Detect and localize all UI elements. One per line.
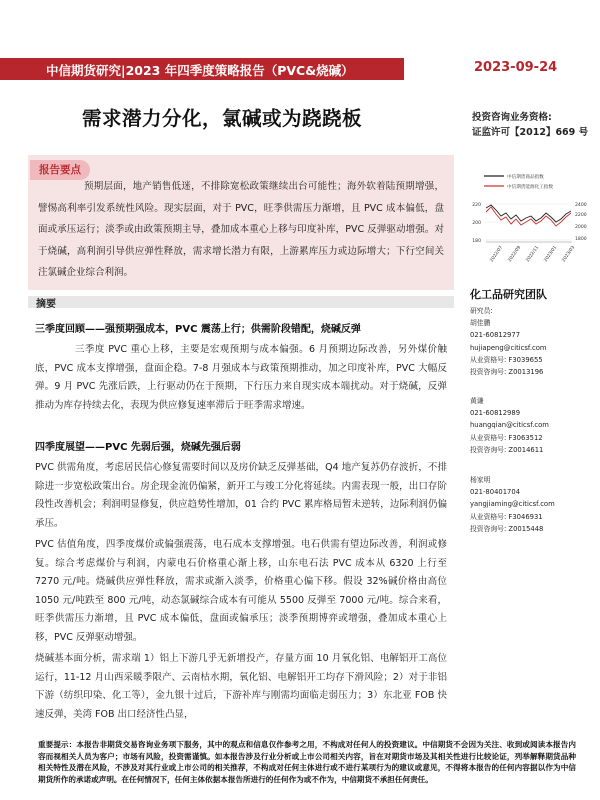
x-tick: 2022/07 [489,245,505,264]
x-tick: 2023/01 [543,245,559,264]
contact-phone: 021-60812977 [470,331,521,340]
team-title: 化工品研究团队 [470,288,547,301]
contact-block-3 [470,474,555,535]
section-2-paragraph-1: PVC 供需角度，考虑居民信心修复需要时间以及房价缺乏反弹基础，Q4 地产复苏仍存波折，不排除进一步宽松政策出台。房企现金流仍偏紧，新开工与竣工分化将延续。内需表现一般，出口存阶段性改善机会；利润明显修复，供应趋势性增加，01 合约 PVC 累库格局暂未逆转，边际利润仍偏承压。 [35,462,447,529]
contact-license: 从业资格号: F3063512 [470,433,543,442]
abstract-bar [28,296,454,308]
y-left-tick: 220 [472,203,481,208]
contact-email: hujiapeng@citicsf.com [470,343,547,352]
index-chart [464,164,590,264]
report-banner [0,58,404,80]
y-right-tick: 2400 [575,203,587,208]
contact-block-2 [470,395,549,456]
y-left-tick: 180 [472,239,481,244]
section-2-paragraph-2: PVC 估值角度，四季度煤价或偏强震荡，电石成本支撑增强。电石供需有望边际改善，利润或修复。综合考虑煤价与利润，内蒙电石价格重心渐上移，山东电石法 PVC 成本从 6320 上行至 7270 元/吨。烧碱供应弹性释放，需求或渐入淡季，价格重心偏下移。假设 32%碱价格由高位 1050 元/吨跌至 800 元/吨，动态氯碱综合成本有可能从 5500 反弹至 7000 元/吨。综合来看，旺季供需压力渐增，且 PVC 成本偏低，盘面或偏承压；淡季预期博弈或增强，叠加成本重心上移，PVC 反弹驱动增强。 [35,539,447,643]
section-1-heading: 三季度回顾——强预期强成本，PVC 震荡上行；供需阶段错配，烧碱反弹 [35,324,361,335]
contact-advisory-id: 投资咨询号: Z0014611 [470,445,544,454]
contact-name: 杨家明 [470,476,491,484]
section-1-paragraph: 三季度 PVC 重心上移，主要是宏观预期与成本偏强。6 月预期边际改善，另外煤价触底，PVC 成本支撑增强，盘面企稳。7-8 月强成本与政策预期推动，加之印度补库，PVC 大幅反弹。9 月 PVC 先涨后跌，上行驱动仍在于预期，下行压力来自现实成本端扰动。对于烧碱，反弹推动为库存持续去化，表现为供应修复速率滞后于旺季需求增速。 [35,344,447,411]
qualification-line-2: 证监许可【2012】669 号 [472,127,589,138]
y-right-tick: 2200 [575,213,587,218]
contact-name: 胡佳鹏 [470,319,491,328]
x-tick: 2023/03 [561,245,577,264]
contact-advisory-id: 投资咨询号: Z0013196 [470,368,544,377]
legend-label-1: 中信期货商品指数 [507,175,544,180]
contact-line: 研究员: [470,307,493,315]
x-tick: 2022/11 [525,245,541,264]
report-title: 需求潜力分化，氯碱或为跷跷板 [82,107,363,130]
contact-license: 从业资格号: F3046931 [470,512,543,521]
x-tick: 2022/09 [507,245,523,264]
contact-phone: 021-60812989 [470,409,521,418]
series-energy-chem-index [486,207,571,226]
summary-tag: 报告要点 [30,160,90,180]
contact-email: huangqian@citicsf.com [470,421,549,430]
y-right-tick: 2000 [575,225,587,230]
contact-phone: 021-80401704 [470,488,521,497]
section-2-heading: 四季度展望——PVC 先弱后强，烧碱先强后弱 [35,442,241,453]
contact-advisory-id: 投资咨询号: Z0015448 [470,524,544,533]
contact-block-1 [470,305,547,378]
summary-text: 预期层面，地产销售低迷，不排除宽松政策继续出台可能性；海外软着陆预期增强，譬惕高利率引发系统性风险。现实层面，对于 PVC，旺季供需压力渐增，且 PVC 成本偏低，盘面或承压运行；淡季或由政策预期主导，叠加成本重心上移与印度补库，PVC 反弹驱动增强。对于烧碱，高利润引导供应弹性释放，需求增长潜力有限，上游累库压力或边际增大；下行空间关注氯碱企业综合利润。 [38,181,444,279]
y-right-tick: 1800 [575,237,587,242]
y-left-tick: 200 [472,221,481,226]
series-commodity-index [486,205,571,222]
contact-email: yangjiaming@citicsf.com [470,500,555,509]
report-banner-text: 中信期货研究|2023 年四季度策略报告（PVC&烧碱） [46,63,354,78]
contact-license: 从业资格号: F3039655 [470,355,543,364]
section-2-paragraph-3: 烧碱基本面分析，需求端 1）铝上下游几乎无新增投产，存量方面 10 月氧化铝、电解铝开工高位运行，11-12 月山西采暖季限产、云南枯水期，氧化铝、电解铝开工均存下滑风险；2）对于非铝下游（纺织印染、化工等），金九银十过后，下游补库与刚需均面临走弱压力；3）东北亚 FOB 快速反弹，美湾 FOB 出口经济性凸显， [35,653,447,720]
contact-name: 黄谦 [470,397,484,405]
legend-label-2: 中信期货能源化工指数 [507,185,553,190]
report-date: 2023-09-24 [474,60,558,75]
abstract-label: 摘要 [36,299,56,310]
disclaimer: 重要提示：本报告非期货交易咨询业务项下服务，其中的观点和信息仅作参考之用，不构成对任何人的投资建议。中信期货不会因为关注、收到或阅读本报告内容而视相关人员为客户；市场有风险，投资需谨慎。如本报告涉及行业分析或上市公司相关内容，旨在对期货市场及其相关性进行比较论证，列举解释期货品种相关特性及潜在风险，不涉及对其行业或上市公司的相关推荐，不构成对任何主体进行或不进行某项行为的建议或意见，不得将本报告的任何内容据以作为中信期货所作的承诺或声明。在任何情况下，任何主体依据本报告所进行的任何作为或不作为，中信期货不承担任何责任。 [38,740,576,784]
qualification-line-1: 投资咨询业务资格: [472,112,552,123]
